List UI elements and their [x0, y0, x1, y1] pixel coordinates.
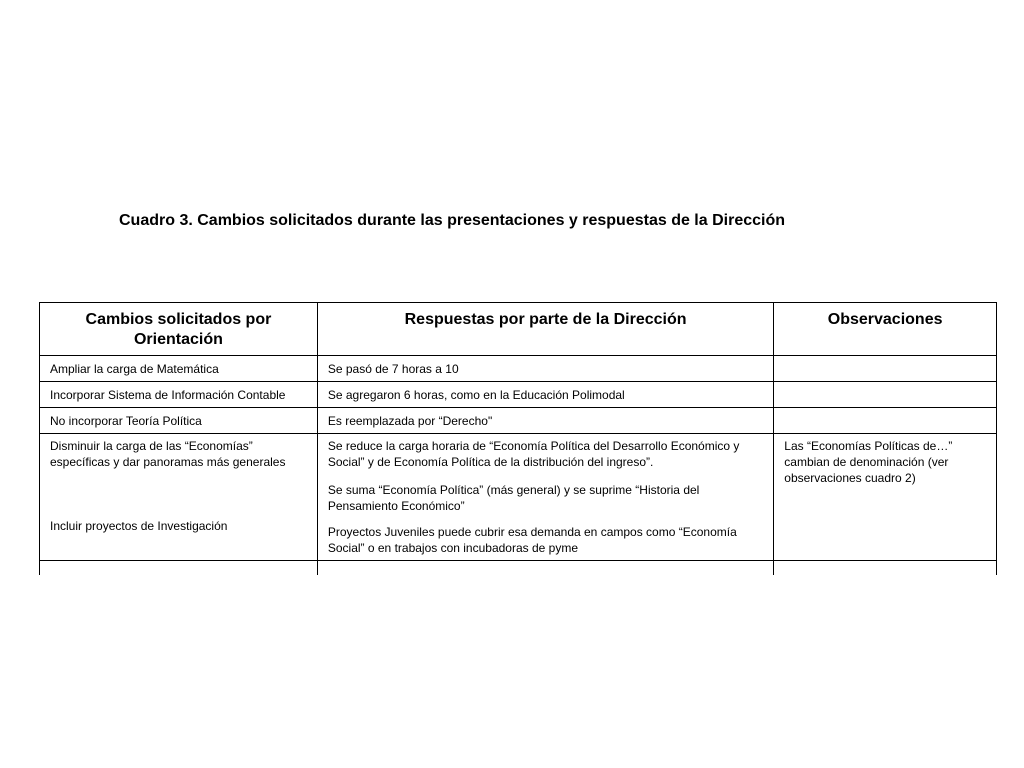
table-caption: Cuadro 3. Cambios solicitados durante las presentaciones y respuestas de la Dirección: [119, 212, 786, 229]
cell-cambio: Ampliar la carga de Matemática: [40, 356, 318, 382]
table-row-empty: [40, 561, 997, 576]
header-observaciones: Observaciones: [774, 303, 997, 356]
changes-table: [39, 302, 997, 575]
cell-cambio: No incorporar Teoría Política: [40, 408, 318, 434]
table-row: [40, 408, 997, 434]
cell-respuesta: Se agregaron 6 horas, como en la Educación Polimodal: [317, 382, 773, 408]
cell-respuesta-text-2: Se suma “Economía Política” (más general) y se suprime “Historia del Pensamiento Económico”: [327, 483, 700, 513]
cell-cambio-text: Disminuir la carga de las “Economías” específicas y dar panoramas más generales: [50, 439, 286, 469]
cell-empty: [40, 561, 318, 576]
cell-observacion: [774, 382, 997, 408]
table-row: [40, 356, 997, 382]
cell-empty: [317, 561, 773, 576]
cell-respuesta: Se pasó de 7 horas a 10: [317, 356, 773, 382]
table-row: [40, 434, 997, 561]
cell-respuesta-text-3: Proyectos Juveniles puede cubrir esa demanda en campos como “Economía Social” o en trabajos con incubadoras de pyme: [327, 525, 737, 555]
table-row: [40, 382, 997, 408]
cell-respuesta: [317, 434, 773, 561]
header-cambios-solicitados: Cambios solicitados por Orientación: [40, 303, 318, 356]
header-respuestas-direccion: Respuestas por parte de la Dirección: [317, 303, 773, 356]
cell-cambio: [40, 434, 318, 561]
cell-observacion: [774, 356, 997, 382]
cell-respuesta: Es reemplazada por “Derecho": [317, 408, 773, 434]
cell-observacion: [774, 408, 997, 434]
table-header-row: [40, 303, 997, 356]
cell-observacion: Las “Economías Políticas de…” cambian de denominación (ver observaciones cuadro 2): [774, 434, 997, 561]
cell-empty: [774, 561, 997, 576]
cell-cambio-text-2: Incluir proyectos de Investigación: [50, 519, 228, 533]
cell-respuesta-text: Se reduce la carga horaria de “Economía Política del Desarrollo Económico y Social” y de Economía Política de la distribución del ingreso”.: [327, 439, 740, 469]
cell-cambio: Incorporar Sistema de Información Contable: [40, 382, 318, 408]
